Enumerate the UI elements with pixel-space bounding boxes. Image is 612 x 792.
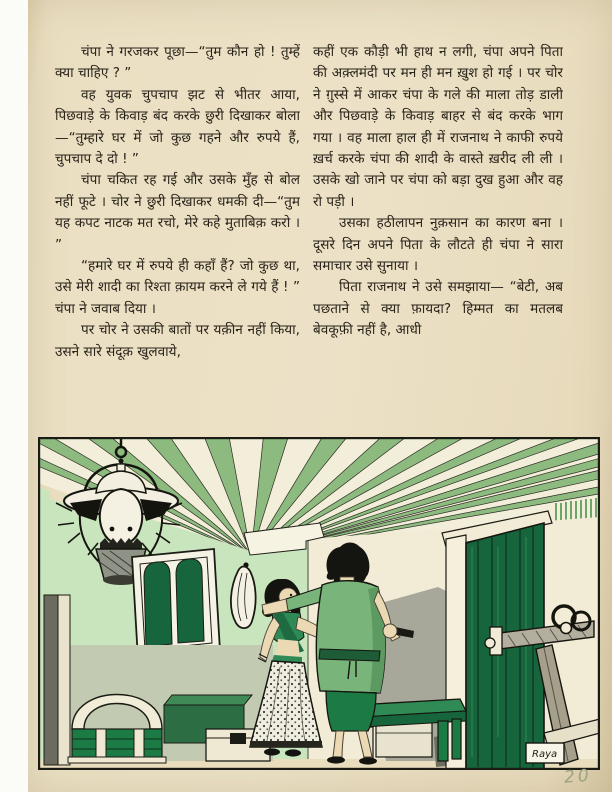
artist-signature [526, 743, 564, 763]
arched-window [132, 549, 220, 659]
page [28, 0, 612, 792]
paragraph: वह युवक चुपचाप झट से भीतर आया, पिछवाड़े के किवाड़ बंद करके छुरी दिखाकर बोला—“तुम्हारे घर में जो कुछ गहने और रुपये हैं, चुपचाप दे दो ! ” [55, 86, 300, 168]
paragraph: “हमारे घर में रुपये ही कहाँ हैं? जो कुछ था, उसे मेरी शादी का रिश्ता क़ायम करने ले गये हैं ! ” चंपा ने जवाब दिया । [55, 258, 300, 317]
paragraph: उसका हठीलापन नुक़सान का कारण बना । दूसरे दिन अपने पिता के लौटते ही चंपा ने सारा समाचार उसे सुनाया । [313, 215, 563, 275]
paragraph: चंपा चकित रह गई और उसके मुँह से बोल नहीं फूटे । चोर ने छुरी दिखाकर धमकी दी—“तुम यह कपट नाटक मत रचो, मेरे कहे मुताबिक़ करो । ” [55, 172, 300, 253]
text-column-left [55, 42, 300, 434]
paragraph: पिता राजनाथ ने उसे समझाया— “बेटी, अब पछताने से क्या फ़ायदा? हिम्मत का मतलब बेवकूफ़ी नहीं है, आधी [313, 279, 563, 339]
paragraph: कहीं एक कौड़ी भी हाथ न लगी, चंपा अपने पिता की अक़्लमंदी पर मन ही मन ख़ुश हो गई । पर चोर ने ग़ुस्से में आकर चंपा के गले की माला तोड़ डाली और पिछवाड़े के किवाड़ बाहर से बंद करके भाग गया । वह माला हाल ही में राजनाथ ने काफी रुपये ख़र्च करके चंपा की शादी के वास्ते ख़रीद ली ली । उसके खो जाने पर चंपा को बड़ा दुख हुआ और वह रो पड़ी । [313, 44, 563, 210]
page-number: 20 [563, 765, 593, 788]
paragraph: पर चोर ने उसकी बातों पर यक़ीन नहीं किया, उसने सारे संदूक़ खुलवाये, [55, 322, 300, 360]
text-column-right [313, 42, 563, 434]
svg-text:Raya: Raya [532, 749, 558, 760]
paragraph: चंपा ने गरजकर पूछा—“तुम कौन हो ! तुम्हें क्या चाहिए ? ” [55, 44, 300, 82]
pillar [44, 595, 70, 765]
trunk-latch [230, 733, 246, 744]
story-illustration [38, 437, 600, 770]
